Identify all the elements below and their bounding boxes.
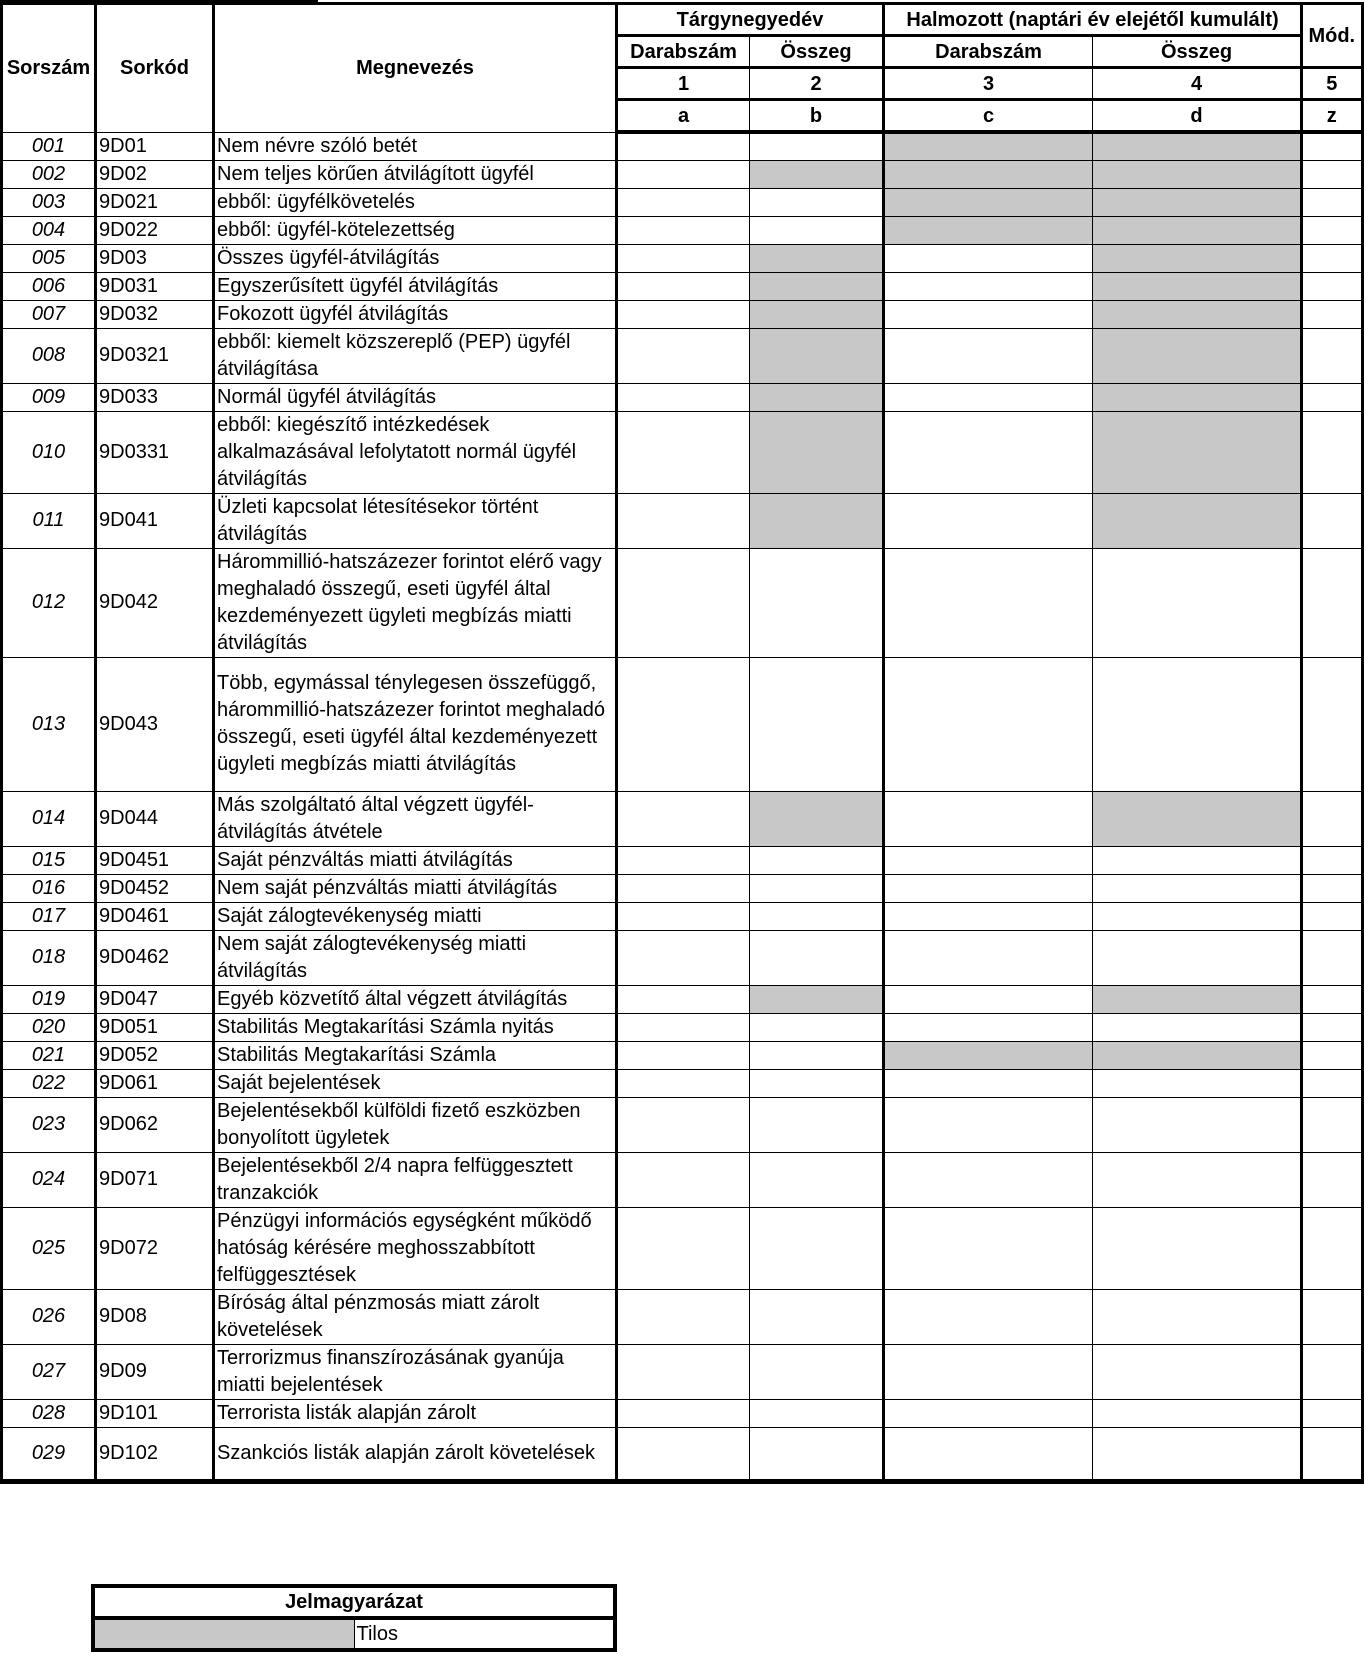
cell-osszeg-negyedev[interactable] [750,1097,884,1152]
row-megnevezes: Bejelentésekből 2/4 napra felfüggesztett tranzakciók [214,1152,617,1207]
header-col-letter: c [884,100,1093,133]
cell-darabszam-negyedev[interactable] [617,874,750,902]
cell-osszeg-negyedev-forbidden [750,411,884,493]
row-megnevezes: Több, egymással ténylegesen összefüggő, hárommillió-hatszázezer forintot meghaladó összegű, eseti ügyfél által kezdeményezett ügyleti megbízás miatti átvilágítás [214,657,617,791]
row-sorkod: 9D042 [96,548,214,657]
row-sorkod: 9D0462 [96,930,214,985]
row-sorkod: 9D01 [96,132,214,160]
cell-darabszam-negyedev[interactable] [617,846,750,874]
cell-darabszam-negyedev[interactable] [617,930,750,985]
cell-darabszam-negyedev[interactable] [617,1041,750,1069]
row-sorszam: 014 [2,791,96,846]
row-sorkod: 9D051 [96,1013,214,1041]
cell-darabszam-negyedev[interactable] [617,272,750,300]
row-megnevezes: Saját bejelentések [214,1069,617,1097]
cell-osszeg-negyedev[interactable] [750,874,884,902]
row-sorkod: 9D052 [96,1041,214,1069]
cell-osszeg-halmozott-forbidden [1093,383,1302,411]
table-row [2,930,1364,985]
row-sorszam: 018 [2,930,96,985]
cell-osszeg-negyedev[interactable] [750,1041,884,1069]
row-sorkod: 9D0461 [96,902,214,930]
table-row [2,244,1364,272]
cell-osszeg-halmozott[interactable] [1093,846,1302,874]
row-sorszam: 027 [2,1344,96,1399]
row-megnevezes: Nem saját pénzváltás miatti átvilágítás [214,874,617,902]
cell-osszeg-negyedev-forbidden [750,160,884,188]
cell-mod[interactable] [1302,216,1364,244]
table-row [2,300,1364,328]
cell-osszeg-halmozott[interactable] [1093,1069,1302,1097]
row-sorszam: 016 [2,874,96,902]
cell-darabszam-halmozott[interactable] [884,1344,1093,1399]
cell-mod[interactable] [1302,1207,1364,1289]
header-col-number: 1 [617,68,750,100]
cell-darabszam-halmozott[interactable] [884,902,1093,930]
cell-osszeg-negyedev[interactable] [750,1427,884,1481]
cell-mod[interactable] [1302,1097,1364,1152]
row-sorszam: 005 [2,244,96,272]
cell-osszeg-halmozott[interactable] [1093,930,1302,985]
header-halmozott: Halmozott (naptári év elejétől kumulált) [884,4,1302,36]
cell-osszeg-negyedev[interactable] [750,657,884,791]
row-sorszam: 008 [2,328,96,383]
row-sorkod: 9D061 [96,1069,214,1097]
cell-darabszam-halmozott[interactable] [884,493,1093,548]
cell-darabszam-negyedev[interactable] [617,1069,750,1097]
row-sorkod: 9D101 [96,1399,214,1427]
row-megnevezes: Összes ügyfél-átvilágítás [214,244,617,272]
cell-osszeg-halmozott-forbidden [1093,985,1302,1013]
table-row [2,1344,1364,1399]
cell-osszeg-negyedev[interactable] [750,846,884,874]
cell-osszeg-negyedev[interactable] [750,1207,884,1289]
row-sorkod: 9D071 [96,1152,214,1207]
row-sorszam: 025 [2,1207,96,1289]
row-sorkod: 9D031 [96,272,214,300]
cell-osszeg-halmozott[interactable] [1093,1097,1302,1152]
legend-forbidden-label: Tilos [356,1622,398,1645]
cell-darabszam-halmozott[interactable] [884,383,1093,411]
cell-mod[interactable] [1302,188,1364,216]
cell-darabszam-halmozott-forbidden [884,1041,1093,1069]
header-sorszam: Sorszám [2,4,96,133]
table-row [2,272,1364,300]
row-sorszam: 021 [2,1041,96,1069]
cell-mod[interactable] [1302,493,1364,548]
cell-osszeg-negyedev[interactable] [750,930,884,985]
cell-mod[interactable] [1302,132,1364,160]
cell-mod[interactable] [1302,244,1364,272]
legend-forbidden-swatch [93,1618,354,1650]
cell-mod[interactable] [1302,791,1364,846]
cell-osszeg-negyedev-forbidden [750,300,884,328]
row-megnevezes: Üzleti kapcsolat létesítésekor történt átvilágítás [214,493,617,548]
cell-darabszam-halmozott[interactable] [884,791,1093,846]
row-sorszam: 015 [2,846,96,874]
table-row [2,1207,1364,1289]
cell-osszeg-halmozott-forbidden [1093,272,1302,300]
cell-osszeg-halmozott[interactable] [1093,1152,1302,1207]
header-sorkod: Sorkód [96,4,214,133]
row-megnevezes: Bíróság által pénzmosás miatt zárolt követelések [214,1289,617,1344]
cell-darabszam-halmozott[interactable] [884,1097,1093,1152]
cell-osszeg-negyedev[interactable] [750,1152,884,1207]
cell-osszeg-negyedev[interactable] [750,548,884,657]
cell-mod[interactable] [1302,272,1364,300]
header-col-d-label: Összeg [1093,36,1302,68]
row-sorszam: 009 [2,383,96,411]
cell-mod[interactable] [1302,846,1364,874]
cell-osszeg-negyedev-forbidden [750,383,884,411]
row-sorszam: 020 [2,1013,96,1041]
row-sorkod: 9D0451 [96,846,214,874]
cell-mod[interactable] [1302,1013,1364,1041]
cell-mod[interactable] [1302,1152,1364,1207]
row-sorszam: 019 [2,985,96,1013]
table-body [2,132,1364,1481]
row-sorszam: 004 [2,216,96,244]
row-sorkod: 9D08 [96,1289,214,1344]
cell-darabszam-halmozott[interactable] [884,300,1093,328]
cell-mod[interactable] [1302,1344,1364,1399]
table-row [2,328,1364,383]
row-sorkod: 9D03 [96,244,214,272]
row-sorszam: 006 [2,272,96,300]
cell-darabszam-halmozott-forbidden [884,188,1093,216]
header-col-letter: b [750,100,884,133]
row-megnevezes: ebből: ügyfélkövetelés [214,188,617,216]
cell-darabszam-halmozott[interactable] [884,1427,1093,1481]
table-row [2,791,1364,846]
cell-osszeg-halmozott-forbidden [1093,411,1302,493]
table-row [2,493,1364,548]
cell-darabszam-negyedev[interactable] [617,657,750,791]
header-megnevezes: Megnevezés [214,4,617,133]
cell-darabszam-halmozott-forbidden [884,160,1093,188]
cell-osszeg-negyedev-forbidden [750,791,884,846]
row-sorkod: 9D047 [96,985,214,1013]
row-megnevezes: Szankciós listák alapján zárolt követelések [214,1427,617,1481]
header-targynegyedev: Tárgynegyedév [617,4,884,36]
cell-mod[interactable] [1302,1427,1364,1481]
cell-mod[interactable] [1302,1399,1364,1427]
row-megnevezes: Nem névre szóló betét [214,132,617,160]
cell-osszeg-halmozott[interactable] [1093,1344,1302,1399]
cell-darabszam-negyedev[interactable] [617,548,750,657]
cell-darabszam-negyedev[interactable] [617,411,750,493]
cell-darabszam-negyedev[interactable] [617,1013,750,1041]
row-sorkod: 9D032 [96,300,214,328]
legend-title: Jelmagyarázat [93,1586,615,1618]
cell-osszeg-negyedev[interactable] [750,132,884,160]
cell-darabszam-negyedev[interactable] [617,132,750,160]
header-col-c-label: Darabszám [884,36,1093,68]
cell-darabszam-negyedev[interactable] [617,902,750,930]
cell-mod[interactable] [1302,657,1364,791]
cell-mod[interactable] [1302,411,1364,493]
report-form-table [0,2,1364,1484]
row-megnevezes: ebből: kiemelt közszereplő (PEP) ügyfél átvilágítása [214,328,617,383]
row-megnevezes: Pénzügyi információs egységként működő hatóság kérésére meghosszabbított felfüggesztések [214,1207,617,1289]
cell-darabszam-halmozott[interactable] [884,1207,1093,1289]
cell-darabszam-negyedev[interactable] [617,188,750,216]
cell-darabszam-negyedev[interactable] [617,216,750,244]
table-row [2,902,1364,930]
table-row [2,1427,1364,1481]
cell-osszeg-halmozott-forbidden [1093,300,1302,328]
row-megnevezes: Egyszerűsített ügyfél átvilágítás [214,272,617,300]
row-megnevezes: Nem teljes körűen átvilágított ügyfél [214,160,617,188]
row-megnevezes: Nem saját zálogtevékenység miatti átvilágítás [214,930,617,985]
cell-osszeg-halmozott-forbidden [1093,188,1302,216]
cell-osszeg-negyedev-forbidden [750,493,884,548]
cell-darabszam-negyedev[interactable] [617,1427,750,1481]
cell-osszeg-negyedev-forbidden [750,328,884,383]
cell-darabszam-halmozott[interactable] [884,1152,1093,1207]
row-megnevezes: Saját pénzváltás miatti átvilágítás [214,846,617,874]
header-col-letter: a [617,100,750,133]
row-sorszam: 002 [2,160,96,188]
header-col-number: 4 [1093,68,1302,100]
cell-darabszam-halmozott[interactable] [884,411,1093,493]
cell-osszeg-halmozott[interactable] [1093,1427,1302,1481]
table-row [2,874,1364,902]
row-megnevezes: Terrorista listák alapján zárolt [214,1399,617,1427]
cell-darabszam-halmozott[interactable] [884,1013,1093,1041]
table-row [2,1041,1364,1069]
table-row [2,1289,1364,1344]
cell-darabszam-negyedev[interactable] [617,1097,750,1152]
cell-osszeg-halmozott[interactable] [1093,548,1302,657]
cell-osszeg-negyedev[interactable] [750,1399,884,1427]
cell-darabszam-halmozott[interactable] [884,1399,1093,1427]
cell-darabszam-halmozott[interactable] [884,985,1093,1013]
cell-darabszam-halmozott[interactable] [884,244,1093,272]
row-megnevezes: Normál ügyfél átvilágítás [214,383,617,411]
cell-darabszam-negyedev[interactable] [617,1207,750,1289]
cell-darabszam-halmozott[interactable] [884,1289,1093,1344]
cell-darabszam-halmozott[interactable] [884,328,1093,383]
cell-osszeg-halmozott[interactable] [1093,1013,1302,1041]
row-megnevezes: Stabilitás Megtakarítási Számla [214,1041,617,1069]
cell-darabszam-negyedev[interactable] [617,1399,750,1427]
row-sorkod: 9D044 [96,791,214,846]
table-row [2,1097,1364,1152]
cell-osszeg-negyedev-forbidden [750,985,884,1013]
header-col-b-label: Összeg [750,36,884,68]
row-sorszam: 024 [2,1152,96,1207]
table-row [2,846,1364,874]
row-megnevezes: Egyéb közvetítő által végzett átvilágítás [214,985,617,1013]
header-col-number: 3 [884,68,1093,100]
row-megnevezes: Hárommillió-hatszázezer forintot elérő vagy meghaladó összegű, eseti ügyfél által kezdeményezett ügyleti megbízás miatti átvilágítás [214,548,617,657]
row-sorkod: 9D0452 [96,874,214,902]
row-megnevezes: Fokozott ügyfél átvilágítás [214,300,617,328]
cell-osszeg-negyedev[interactable] [750,1344,884,1399]
row-sorszam: 029 [2,1427,96,1481]
cell-osszeg-negyedev[interactable] [750,1289,884,1344]
table-row [2,160,1364,188]
cell-darabszam-halmozott[interactable] [884,1069,1093,1097]
header-col-letter: d [1093,100,1302,133]
row-megnevezes: ebből: ügyfél-kötelezettség [214,216,617,244]
header-col-number: 2 [750,68,884,100]
cell-osszeg-negyedev[interactable] [750,1069,884,1097]
table-row [2,1069,1364,1097]
cell-osszeg-halmozott-forbidden [1093,244,1302,272]
cell-darabszam-halmozott[interactable] [884,874,1093,902]
row-sorszam: 003 [2,188,96,216]
row-sorkod: 9D033 [96,383,214,411]
header-col-letter: z [1302,100,1364,133]
cell-mod[interactable] [1302,160,1364,188]
cell-osszeg-halmozott-forbidden [1093,493,1302,548]
cell-darabszam-negyedev[interactable] [617,300,750,328]
cell-darabszam-negyedev[interactable] [617,985,750,1013]
row-megnevezes: Más szolgáltató által végzett ügyfél-átvilágítás átvétele [214,791,617,846]
cell-osszeg-negyedev[interactable] [750,188,884,216]
row-sorszam: 013 [2,657,96,791]
table-row [2,657,1364,791]
cell-osszeg-negyedev-forbidden [750,244,884,272]
cell-osszeg-halmozott-forbidden [1093,216,1302,244]
cell-darabszam-negyedev[interactable] [617,1152,750,1207]
row-megnevezes: ebből: kiegészítő intézkedések alkalmazásával lefolytatott normál ügyfél átvilágítás [214,411,617,493]
legend-box [91,1584,617,1652]
cell-darabszam-halmozott[interactable] [884,846,1093,874]
row-sorkod: 9D022 [96,216,214,244]
row-megnevezes: Terrorizmus finanszírozásának gyanúja miatti bejelentések [214,1344,617,1399]
cell-darabszam-negyedev[interactable] [617,1344,750,1399]
cell-mod[interactable] [1302,300,1364,328]
table-header [2,4,1364,133]
cell-darabszam-halmozott[interactable] [884,657,1093,791]
row-sorszam: 026 [2,1289,96,1344]
row-sorkod: 9D021 [96,188,214,216]
table-row [2,1013,1364,1041]
row-sorszam: 011 [2,493,96,548]
row-sorszam: 001 [2,132,96,160]
cell-mod[interactable] [1302,902,1364,930]
row-sorkod: 9D043 [96,657,214,791]
header-col-a-label: Darabszám [617,36,750,68]
cell-osszeg-halmozott-forbidden [1093,328,1302,383]
cell-mod[interactable] [1302,1289,1364,1344]
row-megnevezes: Stabilitás Megtakarítási Számla nyitás [214,1013,617,1041]
header-mod: Mód. [1302,4,1364,68]
cell-darabszam-negyedev[interactable] [617,160,750,188]
table-row [2,188,1364,216]
cell-osszeg-negyedev[interactable] [750,1013,884,1041]
cell-osszeg-halmozott[interactable] [1093,874,1302,902]
cell-osszeg-negyedev[interactable] [750,216,884,244]
header-col-number: 5 [1302,68,1364,100]
row-sorszam: 012 [2,548,96,657]
row-sorszam: 023 [2,1097,96,1152]
cell-mod[interactable] [1302,930,1364,985]
cell-osszeg-halmozott[interactable] [1093,1399,1302,1427]
row-sorkod: 9D041 [96,493,214,548]
cell-mod[interactable] [1302,985,1364,1013]
cell-osszeg-halmozott-forbidden [1093,160,1302,188]
table-row [2,216,1364,244]
row-sorkod: 9D0321 [96,328,214,383]
cell-mod[interactable] [1302,383,1364,411]
table-row [2,132,1364,160]
row-sorszam: 010 [2,411,96,493]
cell-osszeg-halmozott[interactable] [1093,657,1302,791]
table-row [2,985,1364,1013]
cell-darabszam-halmozott[interactable] [884,548,1093,657]
row-sorkod: 9D072 [96,1207,214,1289]
cell-darabszam-halmozott-forbidden [884,132,1093,160]
cell-darabszam-negyedev[interactable] [617,328,750,383]
row-megnevezes: Saját zálogtevékenység miatti [214,902,617,930]
cell-darabszam-halmozott[interactable] [884,272,1093,300]
cell-osszeg-halmozott-forbidden [1093,132,1302,160]
cell-darabszam-negyedev[interactable] [617,493,750,548]
cell-osszeg-halmozott[interactable] [1093,1207,1302,1289]
cell-darabszam-halmozott-forbidden [884,216,1093,244]
cell-mod[interactable] [1302,1069,1364,1097]
table-row [2,383,1364,411]
cell-darabszam-halmozott[interactable] [884,930,1093,985]
row-sorkod: 9D0331 [96,411,214,493]
row-sorkod: 9D09 [96,1344,214,1399]
cell-osszeg-halmozott[interactable] [1093,1289,1302,1344]
row-sorszam: 007 [2,300,96,328]
cell-mod[interactable] [1302,874,1364,902]
cell-osszeg-halmozott[interactable] [1093,902,1302,930]
row-sorszam: 022 [2,1069,96,1097]
cell-mod[interactable] [1302,328,1364,383]
row-sorszam: 028 [2,1399,96,1427]
cell-darabszam-negyedev[interactable] [617,1289,750,1344]
row-sorkod: 9D102 [96,1427,214,1481]
row-sorszam: 017 [2,902,96,930]
row-sorkod: 9D02 [96,160,214,188]
cell-darabszam-negyedev[interactable] [617,791,750,846]
cell-osszeg-halmozott-forbidden [1093,791,1302,846]
table-row [2,1152,1364,1207]
cell-darabszam-negyedev[interactable] [617,383,750,411]
table-row [2,411,1364,493]
cell-mod[interactable] [1302,1041,1364,1069]
row-megnevezes: Bejelentésekből külföldi fizető eszközben bonyolított ügyletek [214,1097,617,1152]
cell-osszeg-negyedev[interactable] [750,902,884,930]
table-row [2,548,1364,657]
cell-osszeg-negyedev-forbidden [750,272,884,300]
cell-osszeg-halmozott-forbidden [1093,1041,1302,1069]
table-row [2,1399,1364,1427]
row-sorkod: 9D062 [96,1097,214,1152]
cell-darabszam-negyedev[interactable] [617,244,750,272]
cell-mod[interactable] [1302,548,1364,657]
